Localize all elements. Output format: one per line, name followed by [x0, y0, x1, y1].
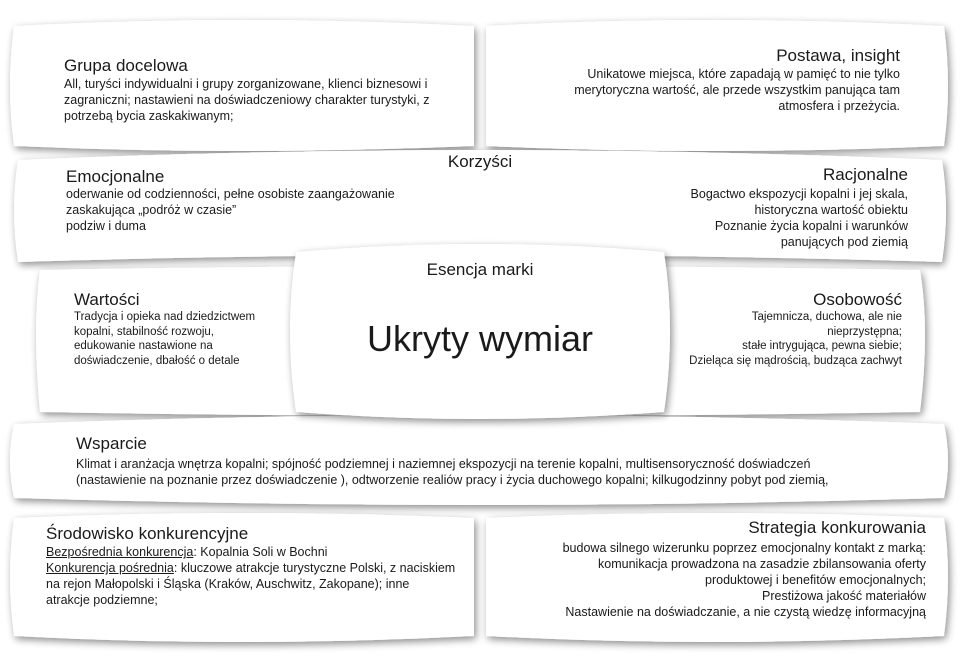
personality-line: nieprzystępna; [827, 325, 902, 338]
support-title: Wsparcie [76, 434, 147, 453]
attitude-text: Unikatowe miejsca, które zapadają w pamięć to nie tylko merytoryczna wartość, ale przede wszystkim panująca tam atmosfera i przeżycia. [574, 67, 900, 113]
indirect-competition-label: Konkurencja pośrednia [46, 561, 174, 575]
strategy-line: Nastawienie na doświadczanie, a nie czystą wiedzę informacyjną [565, 605, 926, 619]
rational-line: Poznanie życia kopalni i warunków [714, 219, 908, 233]
strategy-line: budowa silnego wizerunku poprzez emocjonalny kontakt z marką: [562, 541, 926, 555]
emotional-title: Emocjonalne [66, 167, 165, 186]
personality-list [642, 310, 902, 368]
strategy-line: produktowej i benefitów emocjonalnych; [705, 573, 926, 587]
emotional-line: oderwanie od codzienności, pełne osobiste zaangażowanie [66, 187, 395, 201]
personality-title: Osobowość [813, 290, 902, 309]
personality-line: Dzieląca się mądrością, budząca zachwyt [689, 354, 902, 367]
rational-title: Racjonalne [822, 165, 908, 184]
support-list [76, 456, 936, 488]
support-line: Klimat i aranżacja wnętrza kopalni; spójność podziemnej i naziemnej ekspozycji na terenie kopalni, multisensoryczność doświadczeń [76, 457, 811, 471]
rational-list [588, 186, 908, 250]
support-line: (nastawienie na poznanie przez doświadczenie ), odtworzenie realiów pracy i życia duchowego kopalni; kilkugodzinny pobyt pod ziemią, [76, 473, 829, 487]
target-group-text: All, turyści indywidualni i grupy zorganizowane, klienci biznesowi i zagraniczni; nastawieni na doświadczeniowy charakter turystyki, z potrzebą bycia zaskakiwanym; [64, 77, 430, 123]
strategy-line: Prestiżowa jakość materiałów [762, 589, 926, 603]
personality-line: stałe intrygująca, pewna siebie; [742, 340, 902, 352]
target-group-title: Grupa docelowa [64, 56, 188, 75]
strategy-line: komunikacja prowadzona na zasadzie zbilansowania oferty [598, 557, 926, 571]
strategy-list [506, 540, 926, 620]
personality-line: Tajemnicza, duchowa, ale nie [751, 311, 902, 323]
competition-title: Środowisko konkurencyjne [46, 524, 249, 543]
essence-title: Esencja marki [426, 260, 534, 279]
emotional-line: zaskakująca „podróż w czasie” [66, 203, 237, 217]
rational-line: Bogactwo ekspozycji kopalni i jej skala, [690, 187, 908, 201]
emotional-list [66, 186, 426, 234]
values-title: Wartości [74, 290, 140, 309]
rational-line: panujących pod ziemią [780, 235, 908, 249]
brand-headline: Ukryty wymiar [367, 318, 593, 359]
values-text: Tradycja i opieka nad dziedzictwem kopalni, stabilność rozwoju, edukowanie nastawione na doświadczenie, dbałość o detale [74, 311, 256, 367]
direct-competition-label: Bezpośrednia konkurencja [46, 545, 194, 559]
rational-line: historyczna wartość obiektu [754, 203, 908, 217]
strategy-title: Strategia konkurowania [748, 518, 926, 537]
competition-text [46, 544, 456, 608]
attitude-title: Postawa, insight [776, 46, 900, 65]
indirect-competition-text: : kluczowe atrakcje turystyczne Polski, z naciskiem na rejon Małopolski i Śląska (Kraków, Auschwitz, Zakopane); inne atrakcje podziemne; [46, 561, 456, 607]
benefits-title: Korzyści [447, 152, 513, 171]
direct-competition-text: : Kopalnia Soli w Bochni [193, 545, 328, 559]
emotional-line: podziw i duma [66, 219, 146, 233]
